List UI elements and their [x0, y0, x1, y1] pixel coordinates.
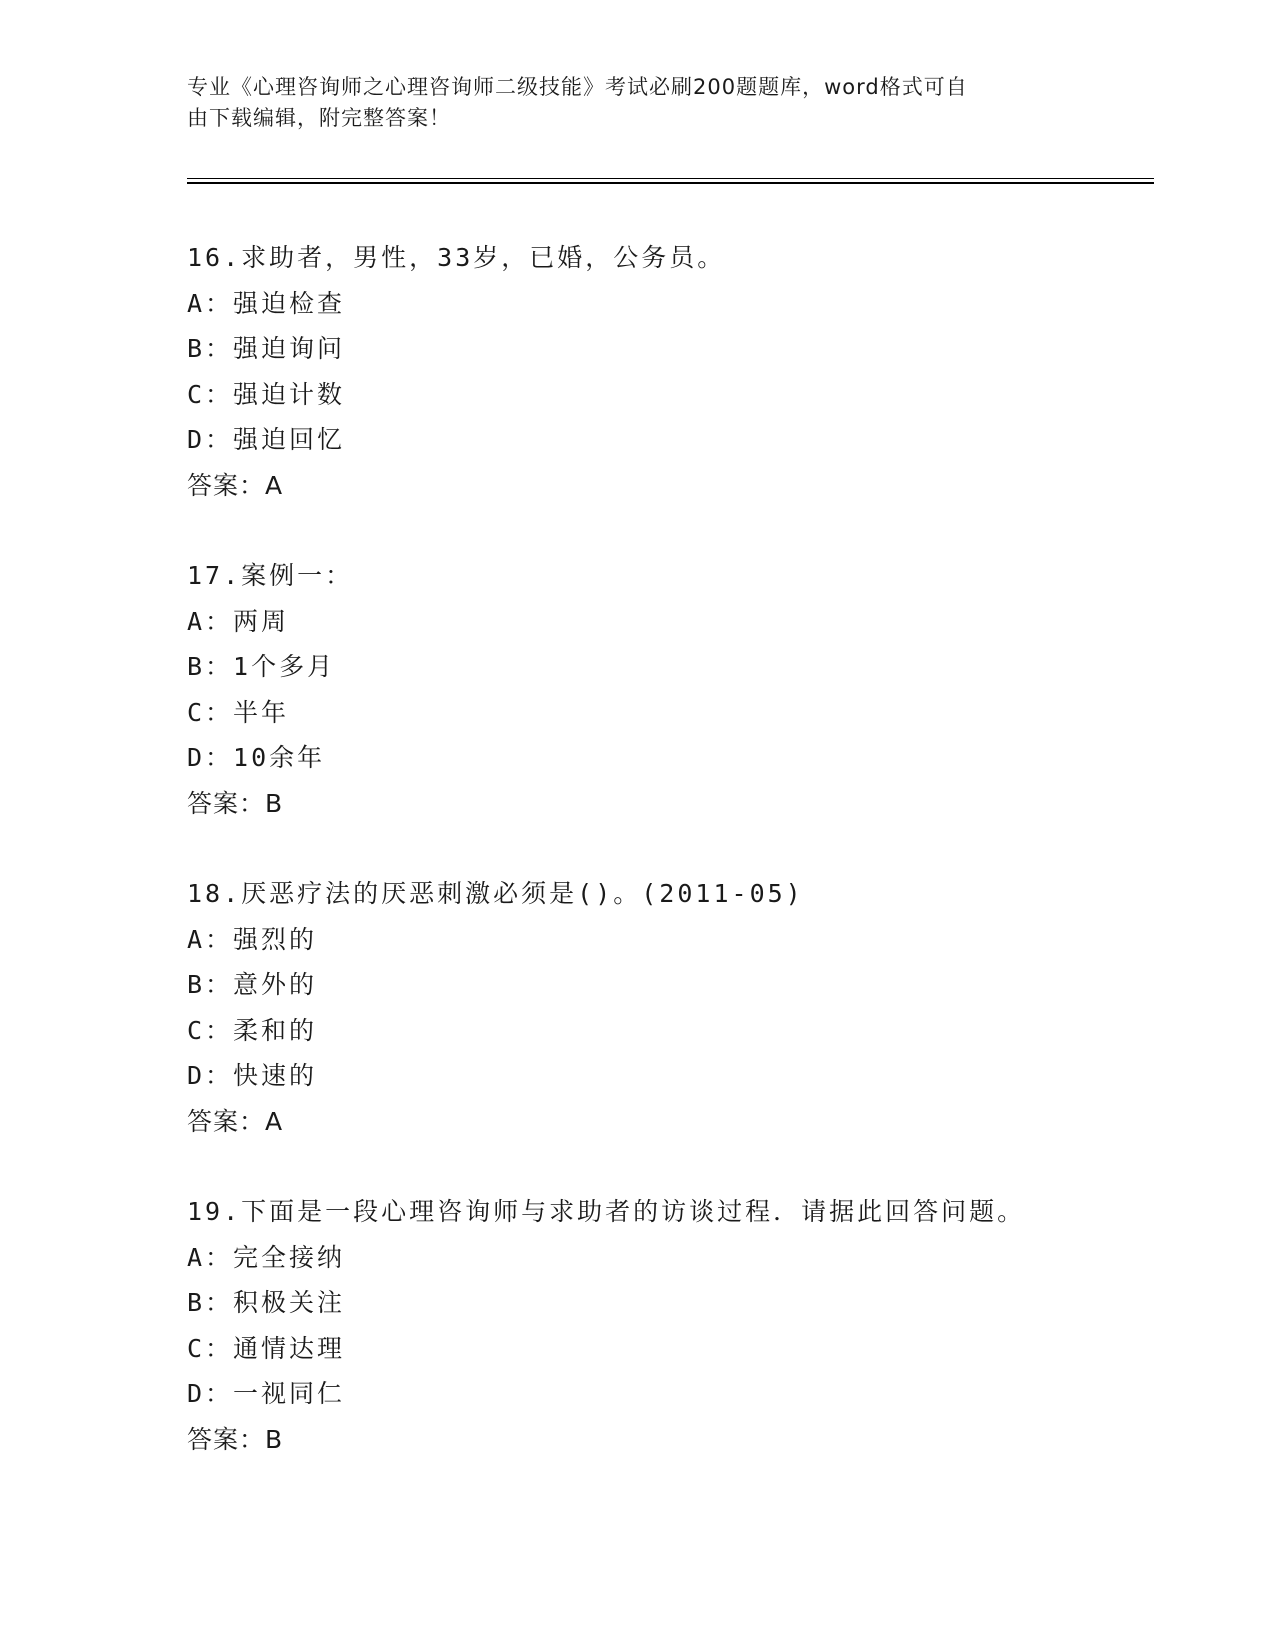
- option-b: B：强迫询问: [187, 334, 346, 363]
- header-line-2: 由下载编辑，附完整答案！: [187, 106, 451, 130]
- option-c: C：柔和的: [187, 1015, 318, 1045]
- option-a: A：完全接纳: [187, 1242, 346, 1272]
- option-c: C：通情达理: [187, 1333, 346, 1363]
- question-stem: 16.求助者，男性，33岁，已婚，公务员。: [187, 243, 726, 272]
- option-c: C：半年: [187, 697, 290, 727]
- document-header: [187, 72, 1067, 134]
- question-16: [187, 235, 725, 508]
- header-line-1: 专业《心理咨询师之心理咨询师二级技能》考试必刷200题题库，word格式可自: [187, 75, 968, 99]
- option-a: A：强迫检查: [187, 288, 346, 318]
- option-c: C：强迫计数: [187, 379, 346, 409]
- answer: 答案：A: [187, 1106, 284, 1136]
- option-d: D：10余年: [187, 743, 326, 772]
- option-d: D：一视同仁: [187, 1379, 346, 1408]
- question-stem: 19.下面是一段心理咨询师与求助者的访谈过程．请据此回答问题。: [187, 1197, 1026, 1226]
- question-stem: 18.厌恶疗法的厌恶刺激必须是()。(2011-05): [187, 879, 804, 908]
- header-divider-thin: [187, 178, 1154, 179]
- answer: 答案：B: [187, 1424, 284, 1454]
- question-17: [187, 553, 353, 826]
- option-b: B：1个多月: [187, 652, 336, 681]
- option-d: D：强迫回忆: [187, 425, 346, 454]
- answer: 答案：A: [187, 470, 284, 500]
- option-b: B：积极关注: [187, 1288, 346, 1317]
- option-a: A：强烈的: [187, 924, 318, 954]
- question-18: [187, 871, 804, 1144]
- option-d: D：快速的: [187, 1061, 318, 1090]
- option-a: A：两周: [187, 606, 290, 636]
- question-stem: 17.案例一：: [187, 561, 354, 590]
- question-19: [187, 1189, 1025, 1462]
- header-divider-thick: [187, 182, 1154, 184]
- answer: 答案：B: [187, 788, 284, 818]
- option-b: B：意外的: [187, 970, 318, 999]
